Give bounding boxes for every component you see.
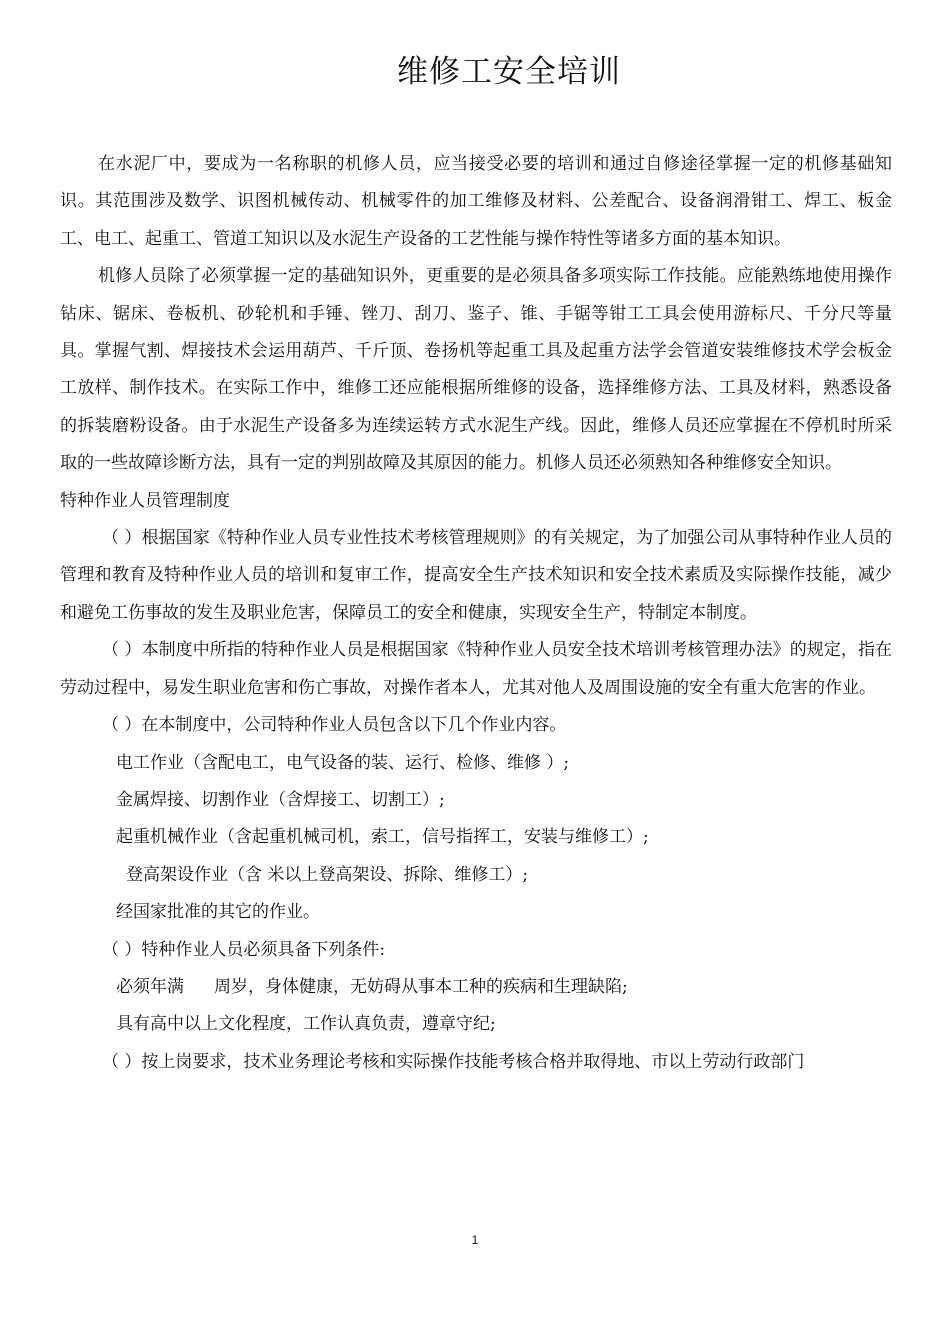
clause-5: （ ）按上岗要求，技术业务理论考核和实际操作技能考核合格并取得地、市以上劳动行政部门: [102, 1051, 805, 1072]
list-item-electrical: 电工作业（含配电工，电气设备的装、运行、检修、维修 ）;: [116, 752, 570, 773]
clause-3: （ ）在本制度中，公司特种作业人员包含以下几个作业内容。: [102, 715, 567, 736]
page-number: 1: [471, 1233, 479, 1247]
condition-age: [60, 969, 892, 1006]
list-item-height-work: 登高架设作业（含 米以上登高架设、拆除、维修工）;: [126, 864, 529, 885]
paragraph-skills: 机修人员除了必须掌握一定的基础知识外，更重要的是必须具备多项实际工作技能。应能熟练地使用操作钻床、锯床、卷板机、砂轮机和手锤、锉刀、刮刀、鉴子、锥、手锯等钳工工具会使用游标尺、千分尺等量具。掌握气割、焊接技术会运用葫芦、千斤顶、卷扬机等起重工具及起重方法学会管道安装维修技术学会板金工放样、制作技术。在实际工作中，维修工还应能根据所维修的设备，选择维修方法、工具及材料，熟悉设备的拆装磨粉设备。由于水泥生产设备多为连续运转方式水泥生产线。因此，维修人员还应掌握在不停机时所采取的一些故障诊断方法，具有一定的判别故障及其原因的能力。机修人员还必须熟知各种维修安全知识。: [60, 266, 892, 474]
section-heading: 特种作业人员管理制度: [60, 490, 230, 511]
paragraph-intro: 在水泥厂中，要成为一名称职的机修人员，应当接受必要的培训和通过自修途径掌握一定的机修基础知识。其范围涉及数学、识图机械传动、机械零件的加工维修及材料、公差配合、设备润滑钳工、焊工、板金工、电工、起重工、管道工知识以及水泥生产设备的工艺性能与操作特性等诸多方面的基本知识。: [60, 154, 892, 249]
condition-age-prefix: 必须年满: [116, 976, 184, 997]
list-item-other: 经国家批准的其它的作业。: [116, 902, 320, 923]
document-title: 维修工安全培训: [397, 54, 621, 90]
condition-education: 具有高中以上文化程度，工作认真负责，遵章守纪;: [116, 1014, 496, 1035]
condition-age-suffix: 周岁，身体健康，无妨碍从事本工种的疾病和生理缺陷;: [214, 976, 628, 997]
list-item-lifting: 起重机械作业（含起重机械司机，索工，信号指挥工，安装与维修工）;: [116, 827, 649, 848]
clause-2: （ ）本制度中所指的特种作业人员是根据国家《特种作业人员安全技术培训考核管理办法》的规定，指在劳动过程中，易发生职业危害和伤亡事故，对操作者本人，尤其对他人及周围设施的安全有重大危害的作业。: [60, 640, 892, 698]
clause-4: （ ）特种作业人员必须具备下列条件:: [102, 939, 386, 960]
document-body: [60, 146, 892, 1081]
list-item-welding: 金属焊接、切割作业（含焊接工、切割工）;: [116, 789, 445, 810]
clause-1: （ ）根据国家《特种作业人员专业性技术考核管理规则》的有关规定，为了加强公司从事特种作业人员的管理和教育及特种作业人员的培训和复审工作，提高安全生产技术知识和安全技术素质及实际操作技能，减少和避免工伤事故的发生及职业危害，保障员工的安全和健康，实现安全生产，特制定本制度。: [60, 528, 892, 623]
